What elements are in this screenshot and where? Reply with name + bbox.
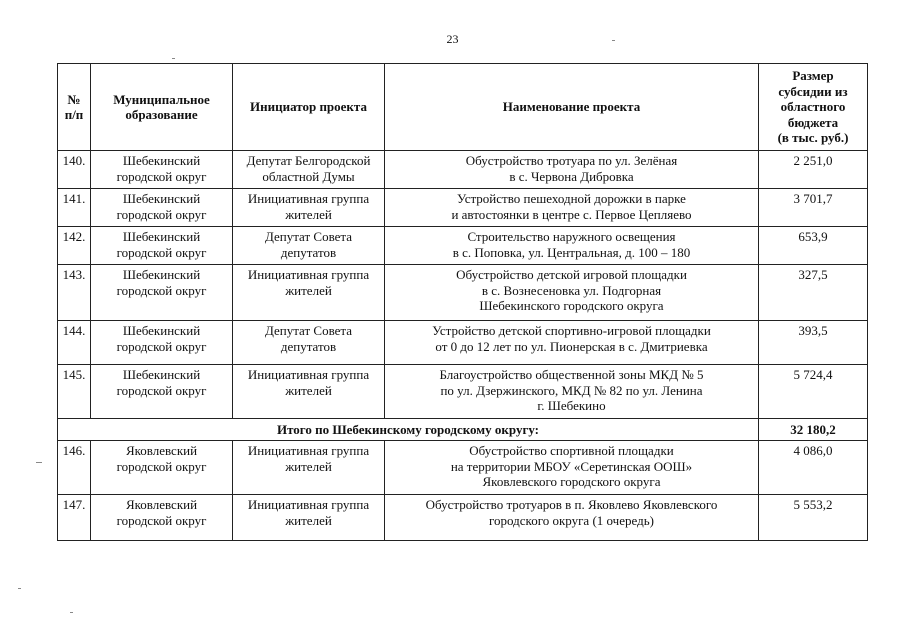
project-line: Обустройство тротуаров в п. Яковлево Яковлевского [425,497,718,512]
cell-municipality [91,321,233,365]
cell-project [385,495,759,541]
table-row [58,189,868,227]
scan-mark [36,462,42,463]
table-row [58,151,868,189]
project-line: на территории МБОУ «Серетинская ООШ» [450,458,693,474]
cell-initiator [233,365,385,419]
project-line: Шебекинского городского округа [479,298,664,313]
row-number: 145. [58,365,91,419]
cell-project [385,227,759,265]
municipality-line: Шебекинский [122,229,201,244]
row-number: 141. [58,189,91,227]
cell-initiator [233,151,385,189]
header-amount-line: (в тыс. руб.) [777,130,849,146]
cell-amount: 393,5 [759,321,868,365]
cell-amount: 327,5 [759,265,868,321]
initiator-line: Инициативная группа [247,267,370,282]
table-row [58,265,868,321]
initiator-line: Депутат Белгородской [246,153,371,168]
initiator-line: Депутат Совета [264,323,353,338]
project-line: г. Шебекино [537,398,606,413]
municipality-line: городской округ [116,282,207,298]
scan-mark [70,612,73,613]
row-number: 147. [58,495,91,541]
project-line: Благоустройство общественной зоны МКД № 5 [439,367,704,382]
municipality-line: городской округ [116,512,207,528]
cell-initiator [233,227,385,265]
initiator-line: Депутат Совета [264,229,353,244]
cell-municipality [91,227,233,265]
header-municipality-line: Муниципальное [113,91,210,107]
project-line: Обустройство тротуара по ул. Зелёная [465,153,678,168]
cell-project [385,189,759,227]
municipality-line: Шебекинский [122,267,201,282]
table-row [58,227,868,265]
header-municipality [91,64,233,151]
municipality-line: городской округ [116,168,207,184]
cell-initiator [233,321,385,365]
project-line: от 0 до 12 лет по ул. Пионерская в с. Дмитриевка [435,338,708,354]
project-line: в с. Червона Дибровка [509,168,634,184]
header-initiator-line: Инициатор проекта [250,99,367,115]
row-number: 143. [58,265,91,321]
row-number: 140. [58,151,91,189]
initiator-line: депутатов [280,338,337,354]
project-line: Яковлевского городского округа [482,474,661,489]
project-line: в с. Вознесеновка ул. Подгорная [481,282,662,298]
header-amount-line: областного [780,99,846,115]
municipality-line: городской округ [116,458,207,474]
cell-amount: 5 724,4 [759,365,868,419]
table-body-shebekino [58,151,868,419]
project-line: Устройство пешеходной дорожки в парке [457,191,686,206]
header-project-line: Наименование проекта [502,99,641,115]
table-row [58,321,868,365]
table-row [58,495,868,541]
cell-municipality [91,441,233,495]
cell-amount: 3 701,7 [759,189,868,227]
municipality-line: Яковлевский [125,443,198,458]
initiator-line: Инициативная группа [247,497,370,512]
header-municipality-line: образование [125,107,198,122]
municipality-line: городской округ [116,382,207,398]
cell-project [385,151,759,189]
cell-initiator [233,495,385,541]
header-num-line: п/п [64,107,84,122]
project-line: в с. Поповка, ул. Центральная, д. 100 – 180 [452,244,691,260]
cell-amount: 2 251,0 [759,151,868,189]
project-line: и автостоянки в центре с. Первое Цепляево [451,206,692,222]
initiator-line: жителей [285,382,332,398]
subsidy-table [57,63,868,541]
table-body-total [58,419,868,441]
row-number: 142. [58,227,91,265]
scan-mark [612,40,615,41]
initiator-line: жителей [285,282,332,298]
project-line: Устройство детской спортивно-игровой площадки [432,323,711,338]
initiator-line: Инициативная группа [247,191,370,206]
municipality-line: Яковлевский [125,497,198,512]
header-num [58,64,91,151]
header-initiator [233,64,385,151]
initiator-line: Инициативная группа [247,367,370,382]
cell-initiator [233,441,385,495]
initiator-line: жителей [285,512,332,528]
cell-initiator [233,189,385,227]
table-row [58,365,868,419]
header-amount-line: субсидии из [778,83,848,99]
project-line: городского округа (1 очередь) [489,512,654,528]
municipality-line: городской округ [116,244,207,260]
municipality-line: Шебекинский [122,323,201,338]
header-amount [759,64,868,151]
initiator-line: жителей [285,458,332,474]
header-amount-line: бюджета [787,114,839,130]
cell-project [385,321,759,365]
municipality-line: Шебекинский [122,191,201,206]
project-line: Обустройство спортивной площадки [469,443,674,458]
municipality-line: Шебекинский [122,367,201,382]
project-line: Обустройство детской игровой площадки [456,267,687,282]
total-row [58,419,868,441]
scan-mark [18,588,21,589]
cell-initiator [233,265,385,321]
municipality-line: городской округ [116,206,207,222]
table-body-yakovlevo [58,441,868,541]
cell-project [385,265,759,321]
cell-project [385,365,759,419]
page-number: 23 [446,32,459,46]
municipality-line: Шебекинский [122,153,201,168]
row-number: 146. [58,441,91,495]
cell-municipality [91,365,233,419]
header-project [385,64,759,151]
cell-amount: 4 086,0 [759,441,868,495]
cell-municipality [91,151,233,189]
cell-project [385,441,759,495]
project-line: Строительство наружного освещения [467,229,676,244]
header-amount-line: Размер [792,68,834,84]
cell-amount: 5 553,2 [759,495,868,541]
initiator-line: депутатов [280,244,337,260]
header-num-line: № [67,91,81,107]
municipality-line: городской округ [116,338,207,354]
cell-municipality [91,495,233,541]
total-amount: 32 180,2 [759,419,868,441]
table-row [58,441,868,495]
initiator-line: жителей [285,206,332,222]
initiator-line: областной Думы [262,168,355,184]
cell-municipality [91,265,233,321]
cell-municipality [91,189,233,227]
total-label: Итого по Шебекинскому городскому округу: [58,419,759,441]
scan-mark [172,58,175,59]
initiator-line: Инициативная группа [247,443,370,458]
header-row [58,64,868,151]
cell-amount: 653,9 [759,227,868,265]
project-line: по ул. Дзержинского, МКД № 82 по ул. Ленина [440,382,703,398]
row-number: 144. [58,321,91,365]
